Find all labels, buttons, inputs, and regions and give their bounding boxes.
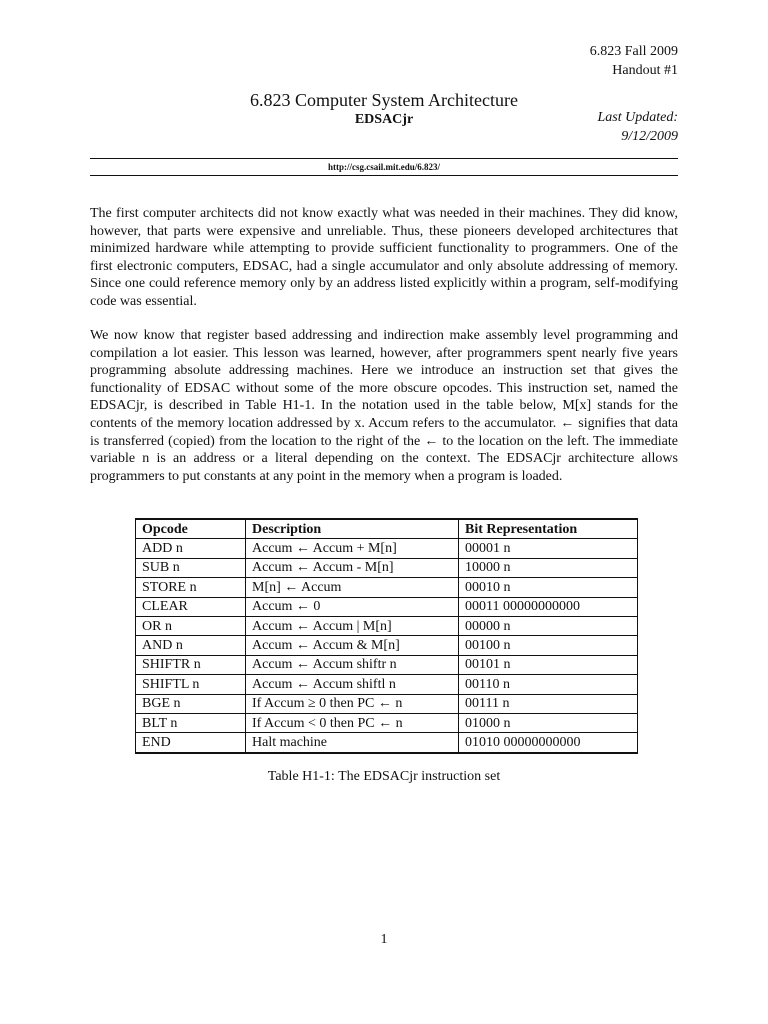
table-row	[136, 694, 638, 713]
course-term: 6.823 Fall 2009	[589, 44, 678, 59]
opcode-cell: ADD n	[136, 539, 246, 558]
table-row	[136, 655, 638, 674]
document-title: 6.823 Computer System Architecture	[250, 90, 518, 110]
table-row	[136, 616, 638, 635]
description-cell: If Accum < 0 then PC ← n	[246, 713, 459, 732]
table-row	[136, 713, 638, 732]
description-cell: Halt machine	[246, 733, 459, 753]
opcode-cell: AND n	[136, 636, 246, 655]
table-row	[136, 733, 638, 753]
course-url: http://csg.csail.mit.edu/6.823/	[328, 162, 440, 172]
last-updated-date: 9/12/2009	[621, 129, 678, 144]
opcode-cell: BLT n	[136, 713, 246, 732]
bits-cell: 00110 n	[459, 675, 638, 694]
bit-representation-header: Bit Representation	[459, 519, 638, 539]
document-subtitle: EDSACjr	[354, 112, 414, 127]
table-row	[136, 558, 638, 577]
edsacjr-paragraph: We now know that register based addressing and indirection make assembly level programming and compilation a lot easier. This lesson was learned, however, after programmers spent nearly five years programming absolute addressing machines. Here we introduce an instruction set that gives the functionality of EDSAC without some of the more obscure opcodes. This instruction set, named the EDSACjr, is described in Table H1-1. In the notation used in the table below, M[x] stands for the contents of the memory location addressed by x. Accum refers to the accumulator. ← signifies that data is transferred (copied) from the location to the right of the ← to the location on the left. The immediate variable n is an address or a literal depending on the context. The EDSACjr architecture allows programmers to put constants at any point in the memory when a program is loaded.	[90, 328, 678, 484]
description-cell: Accum ← Accum - M[n]	[246, 558, 459, 577]
opcode-cell: BGE n	[136, 694, 246, 713]
table-row	[136, 539, 638, 558]
table-row	[136, 578, 638, 597]
instruction-set-table	[135, 518, 638, 754]
description-cell: If Accum ≥ 0 then PC ← n	[246, 694, 459, 713]
opcode-header: Opcode	[136, 519, 246, 539]
description-cell: Accum ← Accum shiftr n	[246, 655, 459, 674]
bits-cell: 01010 00000000000	[459, 733, 638, 753]
opcode-cell: OR n	[136, 616, 246, 635]
bits-cell: 10000 n	[459, 558, 638, 577]
bits-cell: 00111 n	[459, 694, 638, 713]
bits-cell: 01000 n	[459, 713, 638, 732]
opcode-cell: STORE n	[136, 578, 246, 597]
table-caption: Table H1-1: The EDSACjr instruction set	[267, 769, 501, 784]
table-header-row	[136, 519, 638, 539]
handout-number: Handout #1	[612, 63, 678, 78]
bits-cell: 00000 n	[459, 616, 638, 635]
description-cell: Accum ← 0	[246, 597, 459, 616]
bits-cell: 00100 n	[459, 636, 638, 655]
opcode-cell: END	[136, 733, 246, 753]
description-cell: Accum ← Accum + M[n]	[246, 539, 459, 558]
description-cell: Accum ← Accum & M[n]	[246, 636, 459, 655]
bits-cell: 00011 00000000000	[459, 597, 638, 616]
bits-cell: 00001 n	[459, 539, 638, 558]
table-row	[136, 636, 638, 655]
table-row	[136, 675, 638, 694]
page-number: 1	[380, 932, 388, 947]
description-cell: Accum ← Accum | M[n]	[246, 616, 459, 635]
description-cell: Accum ← Accum shiftl n	[246, 675, 459, 694]
opcode-cell: CLEAR	[136, 597, 246, 616]
intro-paragraph: The first computer architects did not know exactly what was needed in their machines. They did know, however, that parts were expensive and unreliable. Thus, these pioneers developed architectures that minimized hardware while attempting to provide sufficient functionality to programmers. One of the first electronic computers, EDSAC, had a single accumulator and only absolute addressing of memory. Since one could reference memory only by an address listed explicitly within a program, self-modifying code was essential.	[90, 206, 678, 309]
table-row	[136, 597, 638, 616]
opcode-cell: SHIFTR n	[136, 655, 246, 674]
header-rule-top	[90, 158, 678, 159]
bits-cell: 00010 n	[459, 578, 638, 597]
bits-cell: 00101 n	[459, 655, 638, 674]
header-rule-bottom	[90, 175, 678, 176]
description-cell: M[n] ← Accum	[246, 578, 459, 597]
description-header: Description	[246, 519, 459, 539]
last-updated-label: Last Updated:	[597, 110, 678, 125]
opcode-cell: SHIFTL n	[136, 675, 246, 694]
opcode-cell: SUB n	[136, 558, 246, 577]
